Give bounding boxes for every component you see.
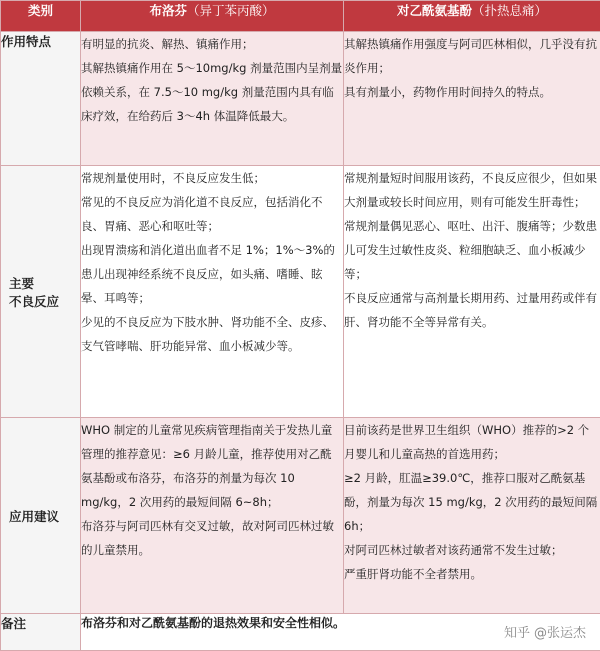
row-adverse-ibuprofen: [81, 166, 344, 418]
row-features-label: 作用特点: [1, 32, 81, 166]
header-ibuprofen-name: 布洛芬: [149, 3, 187, 18]
adverse-paracetamol-line: 常规剂量偶见恶心、呕吐、出汗、腹痛等；少数患儿可发生过敏性皮炎、粒细胞缺乏、血小板减少等；: [344, 219, 597, 281]
row-adverse: [1, 166, 600, 418]
adverse-label-line2: 不良反应: [9, 293, 60, 309]
row-advice-paracetamol: [344, 418, 600, 614]
header-ibuprofen-alias: （异丁苯丙酸）: [187, 3, 275, 18]
advice-ibuprofen-line: 布洛芬与阿司匹林有交叉过敏，故对阿司匹林过敏的儿童禁用。: [81, 519, 334, 557]
features-ibuprofen-line: 有明显的抗炎、解热、镇痛作用；: [81, 37, 254, 51]
adverse-paracetamol-line: 常规剂量短时间服用该药，不良反应很少，但如果大剂量或较长时间应用，则有可能发生肝毒性；: [344, 171, 597, 209]
advice-paracetamol-line: 目前该药是世界卫生组织（WHO）推荐的>2 个月婴儿和儿童高热的首选用药；: [344, 423, 590, 461]
advice-paracetamol-line: 严重肝肾功能不全者禁用。: [344, 567, 482, 581]
features-ibuprofen-line: 其解热镇痛作用在 5～10mg/kg 剂量范围内呈剂量依赖关系，在 7.5～10 mg/kg 剂量范围内具有临床疗效，在给药后 3～4h 体温降低最大。: [81, 61, 343, 123]
adverse-label-line1: 主要: [9, 275, 35, 291]
adverse-ibuprofen-line: 少见的不良反应为下肢水肿、肾功能不全、皮疹、支气管哮喘、肝功能异常、血小板减少等。: [81, 315, 334, 353]
header-ibuprofen: [81, 1, 344, 32]
zhihu-watermark: [504, 622, 586, 641]
features-paracetamol-line: 具有剂量小，药物作用时间持久的特点。: [344, 85, 551, 99]
row-remark-text: 布洛芬和对乙酰氨基酚的退热效果和安全性相似。: [81, 614, 600, 651]
header-paracetamol: [344, 1, 600, 32]
row-advice: [1, 418, 600, 614]
advice-paracetamol-line: 对阿司匹林过敏者对该药通常不发生过敏；: [344, 543, 563, 557]
row-features-paracetamol: [344, 32, 600, 166]
watermark-author: @张运杰: [533, 626, 586, 641]
row-remark-label: 备注: [1, 614, 81, 651]
header-paracetamol-name: 对乙酰氨基酚: [396, 3, 472, 18]
row-advice-label: 应用建议: [1, 418, 81, 614]
adverse-ibuprofen-line: 常见的不良反应为消化道不良反应，包括消化不良、胃痛、恶心和呕吐等；: [81, 195, 323, 233]
row-adverse-label: [1, 166, 81, 418]
adverse-ibuprofen-line: 常规剂量使用时，不良反应发生低；: [81, 171, 265, 185]
row-features-ibuprofen: [81, 32, 344, 166]
adverse-ibuprofen-line: 出现胃溃疡和消化道出血者不足 1%；1%～3%的患儿出现神经系统不良反应，如头痛、嗜睡、眩晕、耳鸣等；: [81, 243, 335, 305]
adverse-paracetamol-line: 不良反应通常与高剂量长期用药、过量用药或伴有肝、肾功能不全等异常有关。: [344, 291, 597, 329]
row-features: [1, 32, 600, 166]
advice-paracetamol-line: ≥2 月龄，肛温≥39.0℃，推荐口服对乙酰氨基酚，剂量为每次 15 mg/kg，2 次用药的最短间隔 6h；: [344, 471, 598, 533]
header-row: [1, 1, 600, 32]
header-category: [1, 1, 81, 32]
advice-ibuprofen-line: WHO 制定的儿童常见疾病管理指南关于发热儿童管理的推荐意见：≥6 月龄儿童，推荐使用对乙酰氨基酚或布洛芬，布洛芬的剂量为每次 10 mg/kg，2 次用药的最短间隔 6~8h；: [81, 423, 333, 509]
header-paracetamol-alias: （扑热息痛）: [472, 3, 548, 18]
row-adverse-paracetamol: [344, 166, 600, 418]
watermark-site: 知乎: [503, 626, 530, 641]
header-category-text: 类别: [27, 3, 53, 18]
row-advice-ibuprofen: [81, 418, 344, 614]
features-paracetamol-line: 其解热镇痛作用强度与阿司匹林相似，几乎没有抗炎作用；: [344, 37, 597, 75]
